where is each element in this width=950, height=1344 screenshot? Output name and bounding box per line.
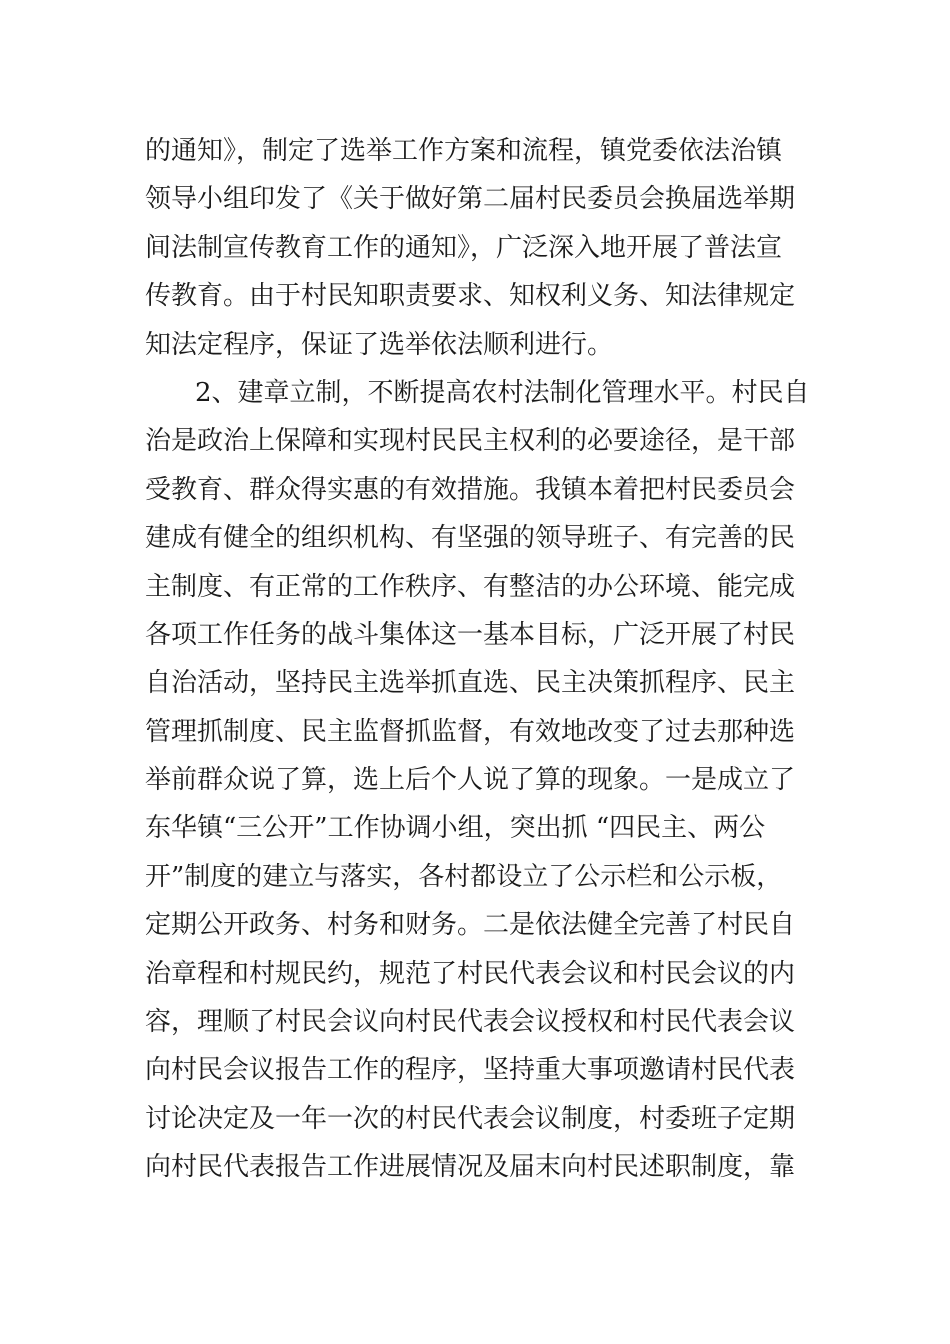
text-line: 各项工作任务的战斗集体这一基本目标，广泛开展了村民 (145, 619, 796, 650)
text-line: 开”制度的建立与落实，各村都设立了公示栏和公示板， (145, 861, 783, 892)
text-line: 向村民代表报告工作进展情况及届末向村民述职制度，靠 (145, 1152, 796, 1183)
text-line: 举前群众说了算，选上后个人说了算的现象。一是成立了 (145, 765, 796, 796)
text-line: 向村民会议报告工作的程序，坚持重大事项邀请村民代表 (145, 1055, 796, 1086)
text-line: 的通知》，制定了选举工作方案和流程，镇党委依法治镇 (145, 136, 783, 166)
text-line: 东华镇“三公开”工作协调小组，突出抓 “四民主、两公 (145, 813, 766, 844)
text-line: 间法制宣传教育工作的通知》，广泛深入地开展了普法宣 (145, 232, 783, 263)
text-line: 治是政治上保障和实现村民民主权利的必要途径，是干部 (145, 426, 796, 457)
text-line: 治章程和村规民约，规范了村民代表会议和村民会议的内 (145, 958, 796, 989)
text-line: 容，理顺了村民会议向村民代表会议授权和村民代表会议 (145, 1007, 796, 1038)
text-line: 讨论决定及一年一次的村民代表会议制度，村委班子定期 (145, 1103, 796, 1134)
text-line: 自治活动，坚持民主选举抓直选、民主决策抓程序、民主 (145, 668, 796, 699)
text-line: 定期公开政务、村务和财务。二是依法健全完善了村民自 (145, 910, 796, 941)
text-line: 受教育、群众得实惠的有效措施。我镇本着把村民委员会 (145, 474, 796, 505)
text-line: 传教育。由于村民知职责要求、知权利义务、知法律规定 (145, 281, 796, 312)
text-line: 知法定程序，保证了选举依法顺利进行。 (145, 329, 614, 360)
text-line: 建成有健全的组织机构、有坚强的领导班子、有完善的民 (145, 523, 796, 554)
text-line: 管理抓制度、民主监督抓监督，有效地改变了过去那种选 (145, 716, 796, 747)
section-heading-line: 2、建章立制，不断提高农村法制化管理水平。村民自 (195, 377, 810, 408)
text-line: 领导小组印发了《关于做好第二届村民委员会换届选举期 (145, 184, 796, 215)
text-line: 主制度、有正常的工作秩序、有整洁的办公环境、能完成 (145, 571, 796, 602)
document-body (145, 127, 810, 1192)
